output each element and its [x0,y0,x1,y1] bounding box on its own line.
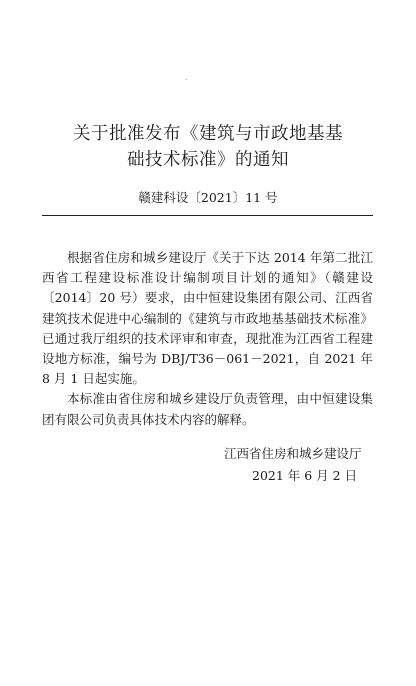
body-text [42,248,373,430]
issue-date: 2021 年 6 月 2 日 [252,468,358,483]
paragraph-approval: 根据省住房和城乡建设厅《关于下达 2014 年第二批江西省工程建设标准设计编制项目计划的通知》（赣建设〔2014〕20 号）要求，由中恒建设集团有限公司、江西省建筑技术促进中心编制的《建筑与市政地基基础技术标准》已通过我厅组织的技术评审和审查，现批准为江西省工程建设地方标准，编号为 DBJ/T36－061－2021，自 2021 年 8 月 1 日起实施。 [42,250,373,387]
title-line-2: 础技术标准》的通知 [127,150,289,170]
title-line-1: 关于批准发布《建筑与市政地基基 [73,124,343,144]
page-mark: . [185,73,188,82]
issuer: 江西省住房和城乡建设厅 [224,446,362,461]
document-number: 赣建科设〔2021〕11 号 [138,190,278,205]
header-divider [42,215,373,216]
paragraph-management: 本标准由省住房和城乡建设厅负责管理，由中恒建设集团有限公司负责具体技术内容的解释。 [42,391,373,427]
signature-block [224,443,374,487]
